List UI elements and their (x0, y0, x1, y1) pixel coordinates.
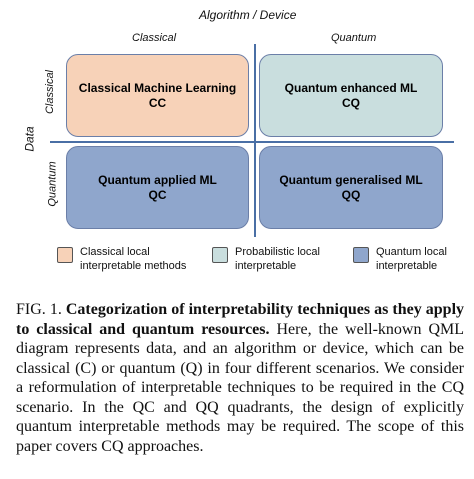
legend-swatch-classical (57, 247, 73, 263)
quadrant-qc-name: Quantum applied ML (98, 172, 217, 187)
caption-body: Here, the well-known QML diagram represents data, and an algorithm or device, which can be classical (C) or quantum (Q) in four different scenarios. We consider a reformulation of interpretable techniques to be required in the CQ scenario. In the QC and QQ quadrants, the design of explicitly quantum interpretable methods may be required. The scope of this paper covers CQ approaches. (16, 320, 464, 455)
quadrant-qq-code: QQ (341, 187, 361, 202)
legend-label-probabilistic: Probabilistic local interpretable (235, 246, 320, 272)
quadrant-cc-code: CC (148, 95, 167, 110)
algorithm-device-axis-label: Algorithm / Device (199, 8, 297, 22)
quadrant-cq (259, 54, 443, 137)
caption-title: Categorization of interpretability techniques as they apply to classical and quantum resources. (16, 301, 465, 338)
quadrant-cq-code: CQ (342, 95, 360, 110)
legend-label-quantum: Quantum local interpretable (376, 246, 447, 272)
quadrant-cc-name: Classical Machine Learning (78, 80, 237, 95)
legend-swatch-probabilistic (212, 247, 228, 263)
data-axis-label: Data (22, 126, 37, 152)
column-label-classical: Classical (132, 32, 177, 44)
row-label-classical: Classical (44, 69, 57, 115)
legend-swatch-quantum (353, 247, 369, 263)
quadrant-qq-name: Quantum generalised ML (279, 172, 423, 187)
column-label-quantum: Quantum (331, 32, 377, 44)
row-label-quantum: Quantum (46, 161, 59, 207)
quadrant-qc-code: QC (148, 187, 167, 202)
quadrant-qc (66, 146, 249, 229)
caption-prefix: FIG. 1. (16, 301, 62, 318)
quadrant-cq-name: Quantum enhanced ML (284, 80, 418, 95)
quadrant-qq (259, 146, 443, 229)
horizontal-divider (50, 141, 454, 143)
quadrant-cc (66, 54, 249, 137)
figure-caption (16, 300, 464, 456)
legend-label-classical: Classical local interpretable methods (80, 246, 187, 272)
